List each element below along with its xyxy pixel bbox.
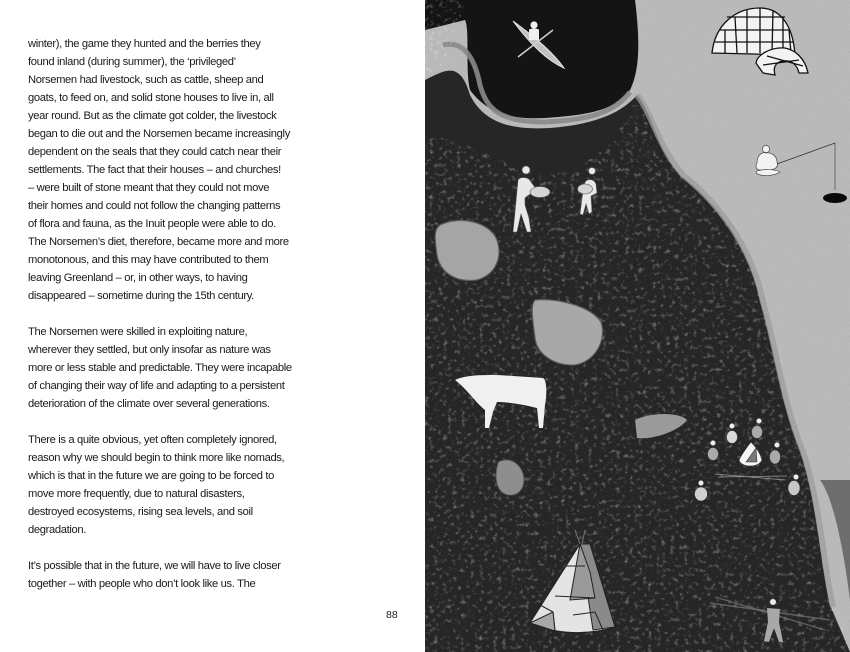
aerial-illustration xyxy=(425,0,850,652)
text-line: move more frequently, due to natural disasters, xyxy=(28,488,245,500)
text-line: – were built of stone meant that they could not move xyxy=(28,182,270,194)
text-line: more or less stable and predictable. They were incapable xyxy=(28,362,292,374)
text-line: deterioration of the climate over several generations. xyxy=(28,398,270,410)
paragraph xyxy=(28,35,298,305)
text-line: year round. But as the climate got colder, the livestock xyxy=(28,110,277,122)
ice-hole xyxy=(823,193,847,203)
paragraph xyxy=(28,431,298,539)
lake xyxy=(435,220,499,280)
text-line: dependent on the seals that they could catch near their xyxy=(28,146,282,158)
paragraph xyxy=(28,323,298,413)
text-line: their homes and could not follow the changing patterns xyxy=(28,200,281,212)
text-line: found inland (during summer), the ‘privileged’ xyxy=(28,56,236,68)
text-line: reason why we should begin to think more like nomads, xyxy=(28,452,285,464)
text-line: There is a quite obvious, yet often completely ignored, xyxy=(28,434,277,446)
page-number: 88 xyxy=(386,609,398,621)
text-line: leaving Greenland – or, in other ways, to having xyxy=(28,272,248,284)
text-line: degradation. xyxy=(28,524,87,536)
text-line: The Norsemen were skilled in exploiting nature, xyxy=(28,326,248,338)
text-line: winter), the game they hunted and the berries they xyxy=(28,38,261,50)
text-line: disappeared – sometime during the 15th century. xyxy=(28,290,254,302)
text-line: destroyed ecosystems, rising sea levels, and soil xyxy=(28,506,253,518)
text-line: wherever they settled, but only insofar as nature was xyxy=(28,344,271,356)
text-line: settlements. The fact that their houses – and churches! xyxy=(28,164,281,176)
paragraph xyxy=(28,557,298,593)
landscape-artwork xyxy=(425,0,850,652)
text-line: monotonous, and this may have contributed to them xyxy=(28,254,269,266)
text-line: goats, to feed on, and solid stone houses to live in, all xyxy=(28,92,274,104)
text-line: It’s possible that in the future, we will have to live closer xyxy=(28,560,281,572)
text-line: began to die out and the Norsemen became increasingly xyxy=(28,128,290,140)
text-line: The Norsemen’s diet, therefore, became more and more xyxy=(28,236,289,248)
text-line: of changing their way of life and adapting to a persistent xyxy=(28,380,285,392)
body-text xyxy=(28,35,298,611)
text-line: of flora and fauna, as the Inuit people were able to do. xyxy=(28,218,276,230)
text-line: which is that in the future we are going to be forced to xyxy=(28,470,274,482)
text-line: Norsemen had livestock, such as cattle, sheep and xyxy=(28,74,264,86)
text-line: together – with people who don’t look like us. The xyxy=(28,578,256,590)
